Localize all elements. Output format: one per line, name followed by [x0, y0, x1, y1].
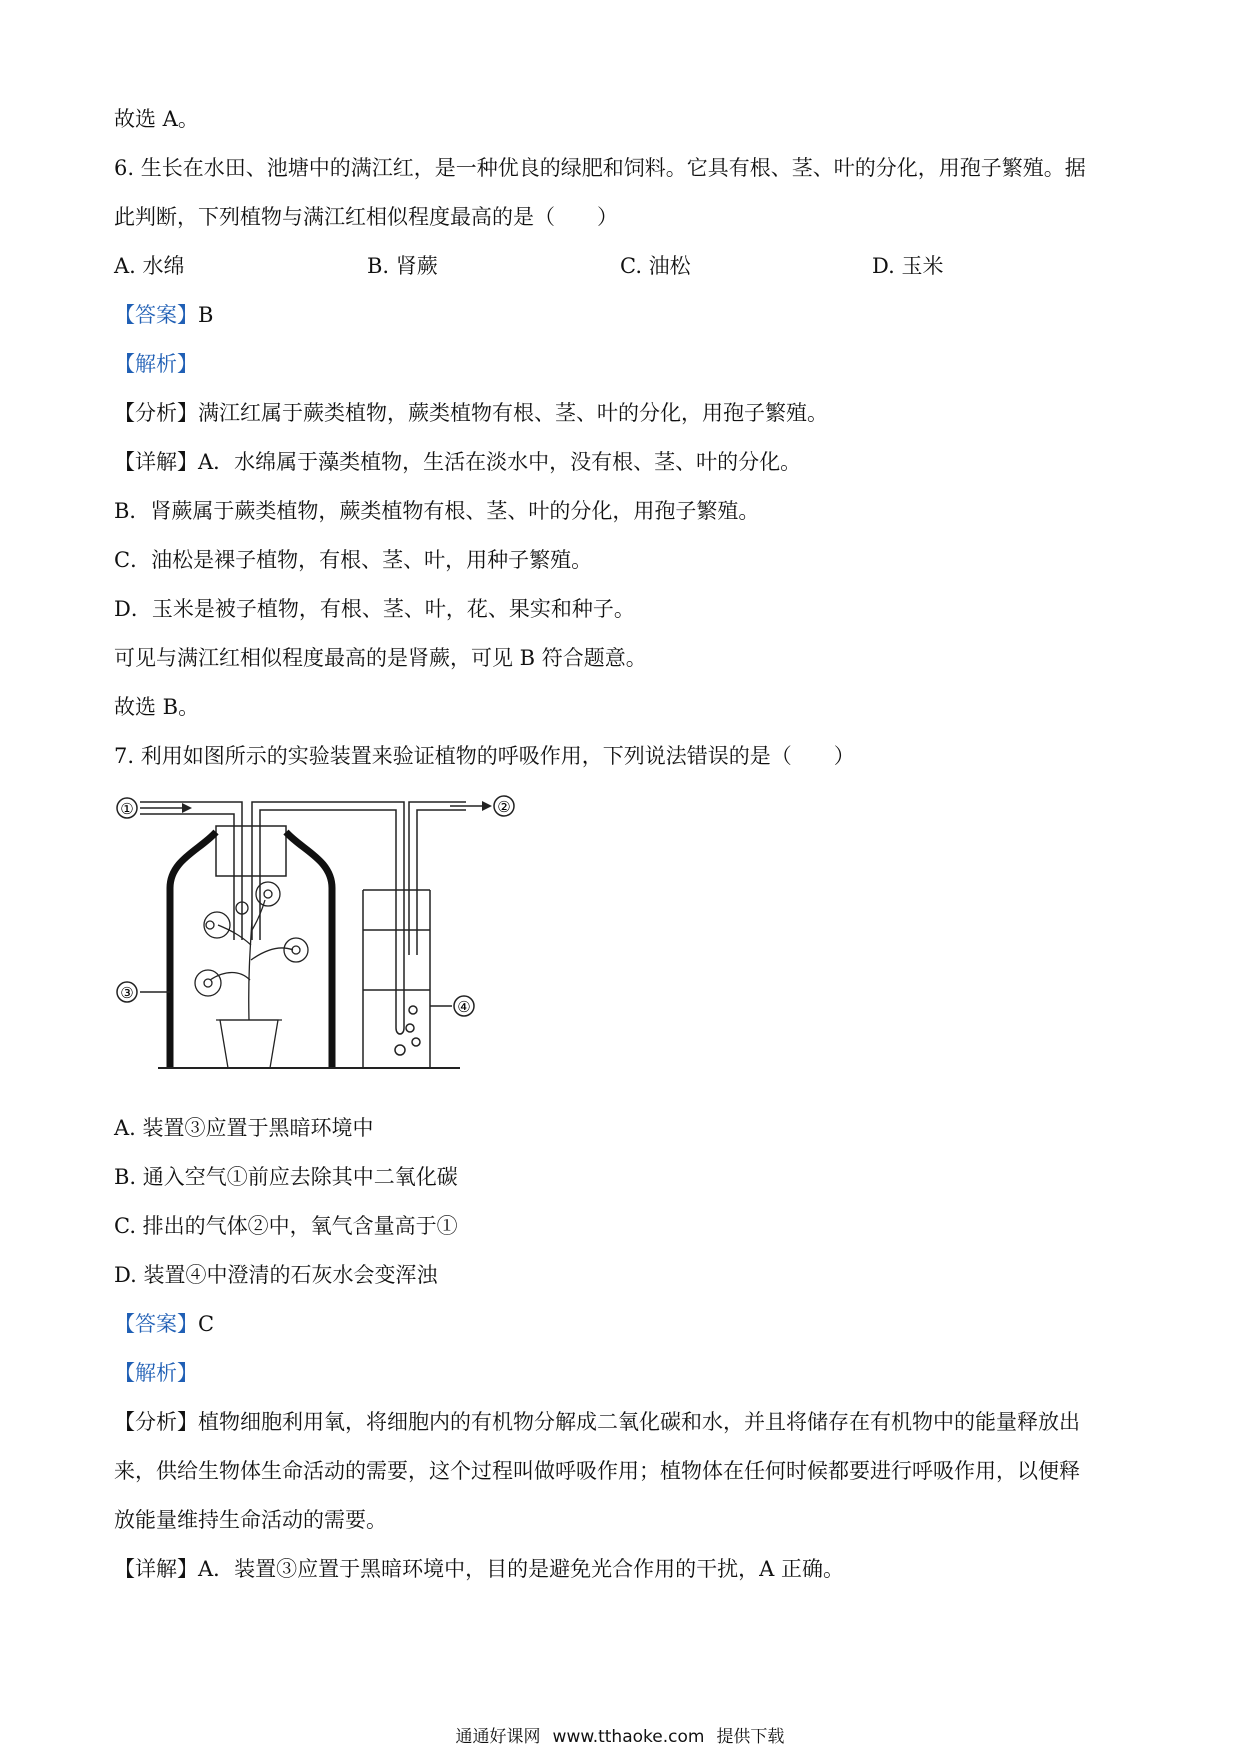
q6-conclusion: 可见与满江红相似程度最高的是肾蕨，可见 B 符合题意。: [114, 646, 647, 670]
label-1-text: ①: [120, 800, 134, 818]
q6-stem-line1: 6. 生长在水田、池塘中的满江红，是一种优良的绿肥和饲料。它具有根、茎、叶的分化，用孢子繁殖。据: [114, 156, 1086, 180]
footer-suffix: 提供下载: [716, 1727, 785, 1747]
q7-analysis-heading: 【解析】: [114, 1361, 198, 1385]
q6-option-b: B. 肾蕨: [367, 254, 438, 278]
prev-conclusion: 故选 A。: [114, 107, 199, 131]
q6-stem-line2: 此判断，下列植物与满江红相似程度最高的是（ ）: [114, 205, 618, 229]
q6-answer-value: B: [198, 303, 214, 327]
label-2-text: ②: [497, 798, 511, 816]
q6-option-a: A. 水绵: [114, 254, 185, 278]
label-4: [430, 996, 474, 1016]
inlet-tube: [140, 802, 242, 940]
stopper: [216, 826, 286, 876]
label-3-text: ③: [120, 984, 134, 1002]
label-4-text: ④: [457, 998, 471, 1016]
q6-option-c: C. 油松: [620, 254, 691, 278]
q6-answer: [114, 300, 213, 330]
respiration-apparatus-figure: [110, 780, 580, 1090]
q6-detail-d: D．玉米是被子植物，有根、茎、叶，花、果实和种子。: [114, 597, 635, 621]
q6-detail-b: B．肾蕨属于蕨类植物，蕨类植物有根、茎、叶的分化，用孢子繁殖。: [114, 499, 760, 523]
q7-option-d: D. 装置④中澄清的石灰水会变浑浊: [114, 1263, 438, 1287]
q7-fenxi-line3: 放能量维持生命活动的需要。: [114, 1508, 387, 1532]
page-footer: [0, 1722, 1240, 1747]
q7-option-a: A. 装置③应置于黑暗环境中: [114, 1116, 374, 1140]
q6-analysis-heading: 【解析】: [114, 352, 198, 376]
answer-tag: 【答案】: [114, 1312, 198, 1336]
bell-jar: [170, 832, 216, 1068]
q7-fenxi-line1: 【分析】植物细胞利用氧，将细胞内的有机物分解成二氧化碳和水，并且将储存在有机物中的能量释放出: [114, 1410, 1080, 1434]
q7-answer-value: C: [198, 1312, 215, 1336]
connecting-tube: [252, 802, 404, 970]
q7-option-c: C. 排出的气体②中，氧气含量高于①: [114, 1214, 458, 1238]
answer-tag: 【答案】: [114, 303, 198, 327]
q6-detail-c: C．油松是裸子植物，有根、茎、叶，用种子繁殖。: [114, 548, 593, 572]
label-2: [494, 796, 514, 816]
label-1: [117, 798, 137, 818]
q7-xiangjie: 【详解】A．装置③应置于黑暗环境中，目的是避免光合作用的干扰，A 正确。: [114, 1557, 845, 1581]
q6-fenxi: 【分析】满江红属于蕨类植物，蕨类植物有根、茎、叶的分化，用孢子繁殖。: [114, 401, 828, 425]
q6-option-d: D. 玉米: [872, 254, 944, 278]
q7-option-b: B. 通入空气①前应去除其中二氧化碳: [114, 1165, 458, 1189]
q7-answer: [114, 1309, 214, 1339]
q7-stem: 7. 利用如图所示的实验装置来验证植物的呼吸作用，下列说法错误的是（ ）: [114, 744, 855, 768]
q6-final: 故选 B。: [114, 695, 200, 719]
footer-url[interactable]: www.tthaoke.com: [552, 1727, 705, 1747]
q6-xiangjie: 【详解】A．水绵属于藻类植物，生活在淡水中，没有根、茎、叶的分化。: [114, 450, 802, 474]
footer-site: 通通好课网: [455, 1727, 541, 1747]
label-3: [117, 982, 170, 1002]
q7-fenxi-line2: 来，供给生物体生命活动的需要，这个过程叫做呼吸作用；植物体在任何时候都要进行呼吸作用，以便释: [114, 1459, 1080, 1483]
